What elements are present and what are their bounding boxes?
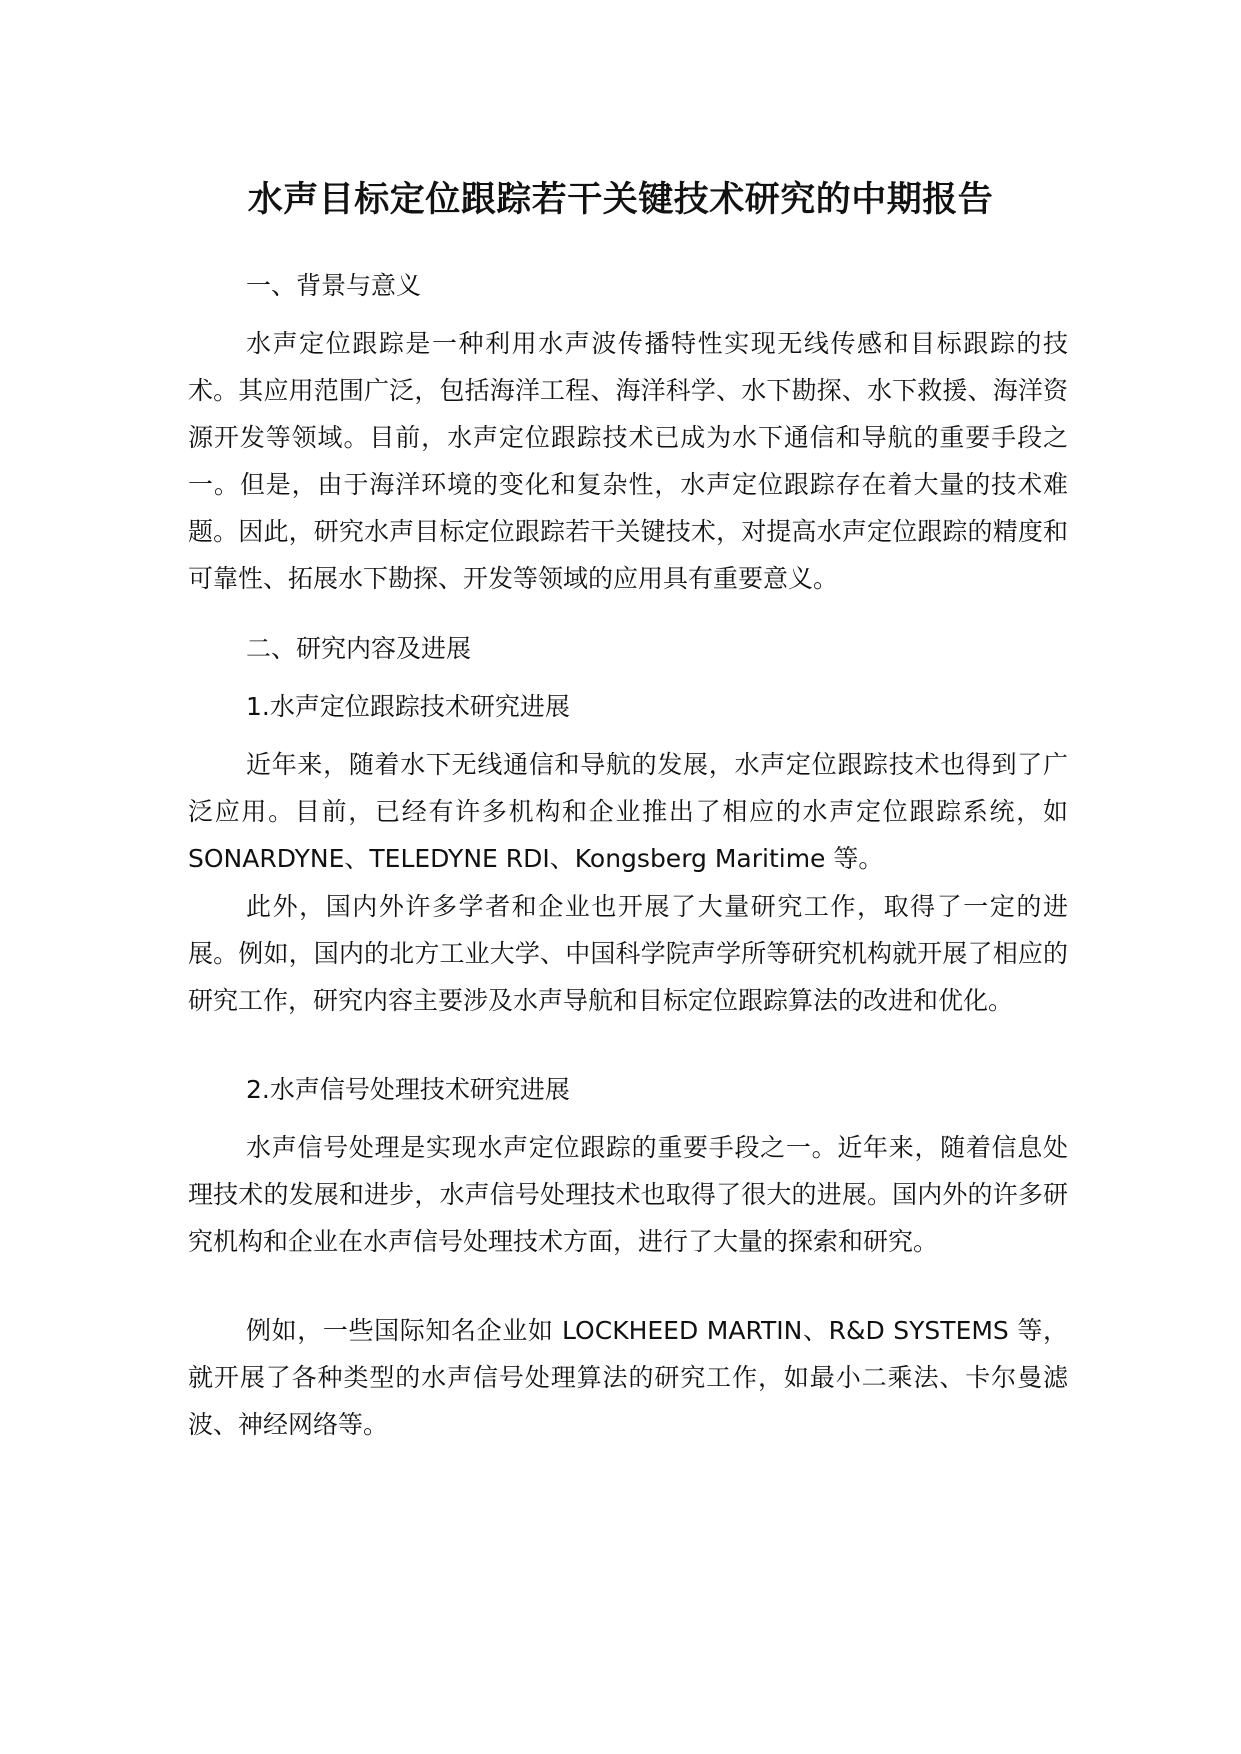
paragraph-domestic-research: 此外，国内外许多学者和企业也开展了大量研究工作，取得了一定的进展。例如，国内的北方工业大学、中国科学院声学所等研究机构就开展了相应的研究工作，研究内容主要涉及水声导航和目标定位跟踪算法的改进和优化。 — [188, 892, 1068, 1015]
subsection-heading-tracking: 1.水声定位跟踪技术研究进展 — [246, 692, 570, 721]
section-heading-background: 一、背景与意义 — [246, 271, 422, 300]
section-heading-research: 二、研究内容及进展 — [246, 634, 472, 663]
paragraph-background: 水声定位跟踪是一种利用水声波传播特性实现无线传感和目标跟踪的技术。其应用范围广泛，包括海洋工程、海洋科学、水下勘探、水下救援、海洋资源开发等领域。目前，水声定位跟踪技术已成为水下通信和导航的重要手段之一。但是，由于海洋环境的变化和复杂性，水声定位跟踪存在着大量的技术难题。因此，研究水声目标定位跟踪若干关键技术，对提高水声定位跟踪的精度和可靠性、拓展水下勘探、开发等领域的应用具有重要意义。 — [188, 329, 1068, 593]
subsection-heading-signal-processing: 2.水声信号处理技术研究进展 — [246, 1075, 570, 1104]
paragraph-tracking-progress: 近年来，随着水下无线通信和导航的发展，水声定位跟踪技术也得到了广泛应用。目前，已经有许多机构和企业推出了相应的水声定位跟踪系统，如 SONARDYNE、TELEDYNE RDI、Kongsberg Maritime 等。 — [188, 750, 1068, 873]
page-title: 水声目标定位跟踪若干关键技术研究的中期报告 — [247, 180, 994, 220]
paragraph-signal-processing: 水声信号处理是实现水声定位跟踪的重要手段之一。近年来，随着信息处理技术的发展和进步，水声信号处理技术也取得了很大的进展。国内外的许多研究机构和企业在水声信号处理技术方面，进行了大量的探索和研究。 — [188, 1133, 1068, 1256]
paragraph-signal-examples: 例如，一些国际知名企业如 LOCKHEED MARTIN、R&D SYSTEMS 等，就开展了各种类型的水声信号处理算法的研究工作，如最小二乘法、卡尔曼滤波、神经网络等。 — [188, 1316, 1068, 1439]
